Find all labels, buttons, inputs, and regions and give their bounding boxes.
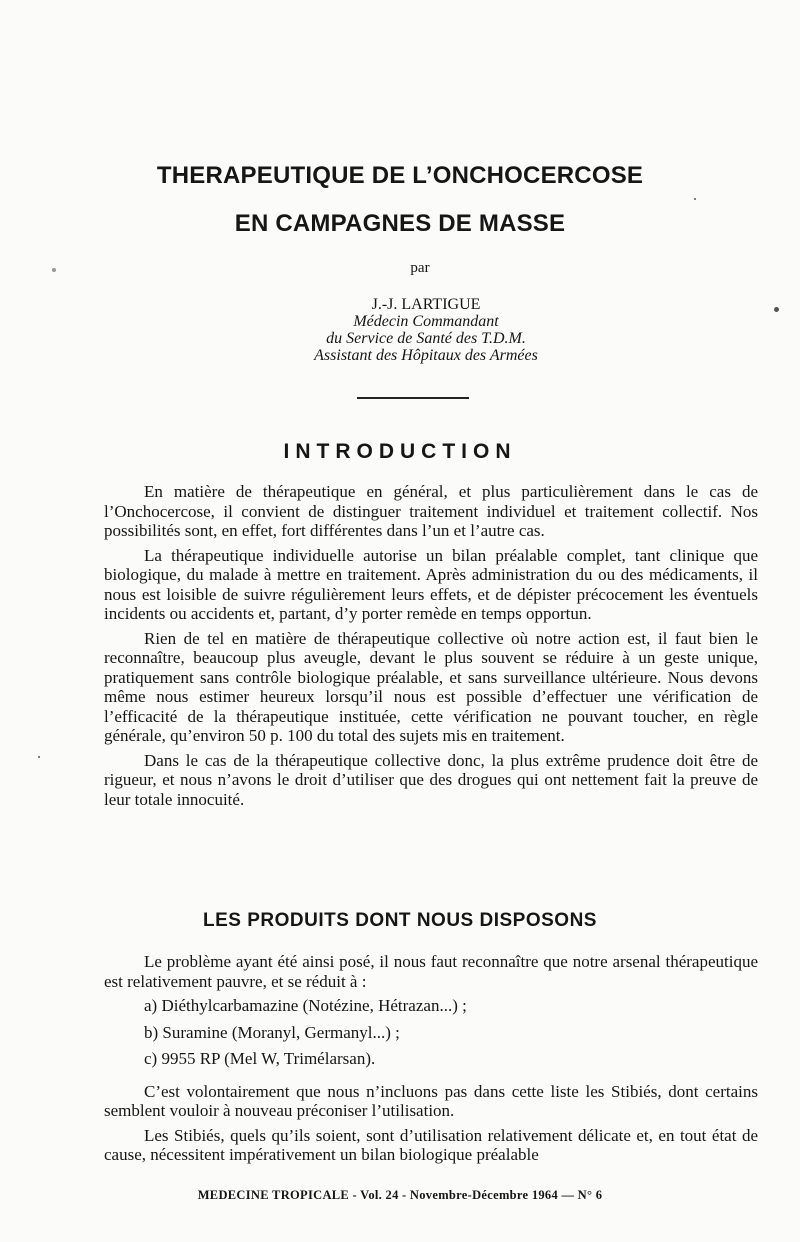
products-heading: LES PRODUITS DONT NOUS DISPOSONS [203, 910, 597, 931]
author-name: J.-J. LARTIGUE [371, 296, 481, 313]
byline-par: par [410, 260, 430, 276]
author-block [296, 296, 556, 364]
scan-speck [774, 307, 779, 312]
intro-paragraph: Dans le cas de la thérapeutique collective donc, la plus extrême prudence doit être de rigueur, et nous n’avons le droit d’utiliser que des drogues qui ont nettement fait la preuve de leur totale innocuité. [104, 750, 758, 809]
author-affiliation-3: Assistant des Hôpitaux des Armées [314, 347, 538, 364]
product-list-item: a) Diéthylcarbamazine (Notézine, Hétrazan...) ; [144, 996, 467, 1015]
product-list-item: c) 9955 RP (Mel W, Trimélarsan). [144, 1049, 376, 1068]
intro-paragraph: La thérapeutique individuelle autorise un bilan préalable complet, tant clinique que biologique, du malade à mettre en traitement. Après administration du ou des médicaments, il nous est loisible de suivre régulièrement leurs effets, et de dépister précocement les éventuels incidents ou accidents et, partant, d’y porter remède en temps opportun. [104, 545, 758, 623]
products-lead-paragraph: Le problème ayant été ainsi posé, il nous faut reconnaître que notre arsenal thérapeutique est relativement pauvre, et se réduit à : [104, 952, 758, 991]
article-title-line-2: EN CAMPAGNES DE MASSE [234, 210, 566, 237]
products-paragraph: Les Stibiés, quels qu’ils soient, sont d’utilisation relativement délicate et, en tout état de cause, nécessitent impérativement un bilan biologique préalable [104, 1125, 758, 1164]
author-affiliation-1: Médecin Commandant [353, 313, 499, 330]
article-title-line-1: THERAPEUTIQUE DE L’ONCHOCERCOSE [156, 162, 644, 189]
products-body [104, 952, 758, 1170]
scan-speck [52, 268, 56, 272]
author-affiliation-2: du Service de Santé des T.D.M. [326, 330, 526, 347]
intro-paragraph: Rien de tel en matière de thérapeutique collective où notre action est, il faut bien le reconnaître, beaucoup plus aveugle, devant le plus souvent se réduire à un geste unique, pratiquement sans contrôle biologique préalable, et sans surveillance ultérieure. Nous devons même nous estimer heureux lorsqu’il nous est possible d’effectuer une vérification de l’efficacité de la thérapeutique instituée, cette vérification ne pouvant toucher, en règle générale, qu’environ 50 p. 100 du total des sujets mis en traitement. [104, 628, 758, 745]
products-paragraph: C’est volontairement que nous n’incluons pas dans cette liste les Stibiés, dont certains semblent vouloir à nouveau préconiser l’utilisation. [104, 1081, 758, 1120]
intro-paragraph: En matière de thérapeutique en général, et plus particulièrement dans le cas de l’Onchocercose, il convient de distinguer traitement individuel et traitement collectif. Nos possibilités sont, en effet, fort différentes dans l’un et l’autre cas. [104, 482, 758, 540]
product-list-item: b) Suramine (Moranyl, Germanyl...) ; [144, 1022, 400, 1042]
scan-speck [694, 198, 696, 200]
title-divider [357, 397, 469, 399]
scan-speck [38, 756, 40, 758]
journal-footer: MEDECINE TROPICALE - Vol. 24 - Novembre-Décembre 1964 — N° 6 [197, 1188, 603, 1202]
introduction-heading: INTRODUCTION [283, 440, 517, 463]
introduction-body [104, 482, 758, 814]
